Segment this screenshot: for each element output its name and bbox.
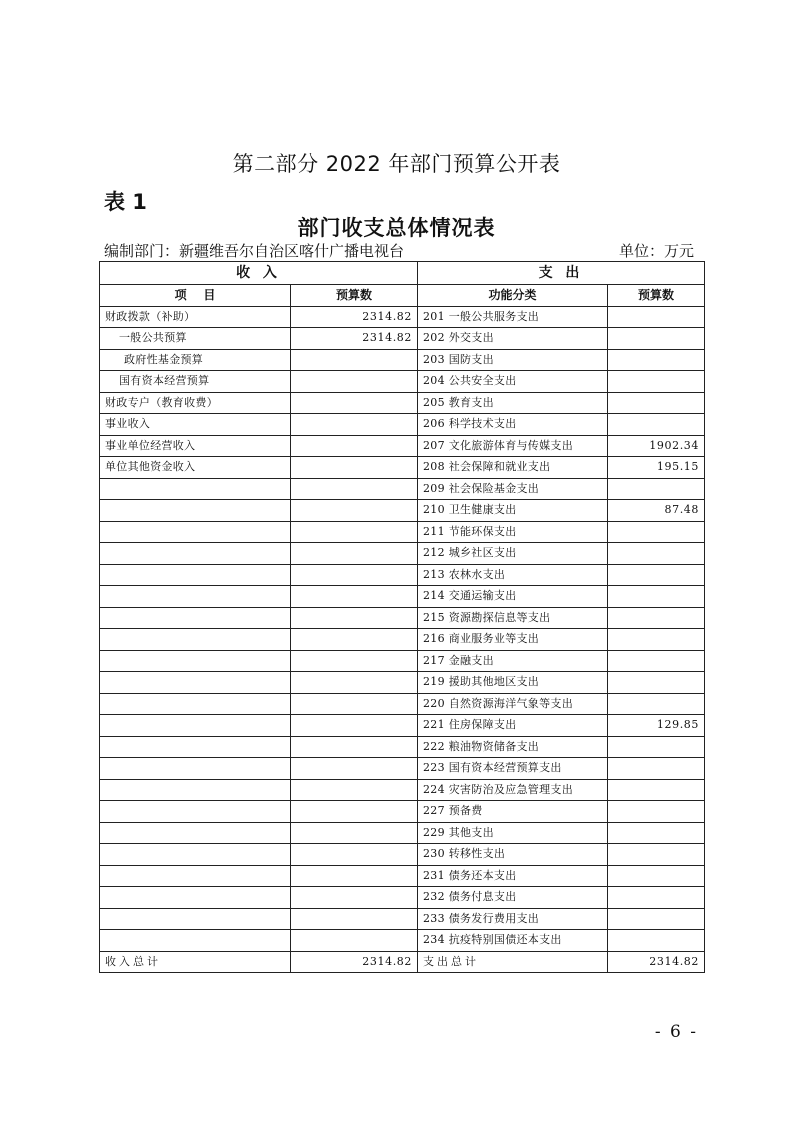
income-item-cell [100,887,291,909]
expense-value-cell [608,736,705,758]
table-row [100,736,705,758]
income-item-cell [100,543,291,565]
income-item-cell [100,650,291,672]
income-value-cell [291,586,418,608]
expense-item-cell: 217 金融支出 [418,650,608,672]
expense-item-cell: 219 援助其他地区支出 [418,672,608,694]
table-row [100,650,705,672]
expense-item-cell: 233 债务发行费用支出 [418,908,608,930]
income-item-cell [100,908,291,930]
expense-item-cell: 232 债务付息支出 [418,887,608,909]
income-item-cell: 财政拨款（补助） [100,306,291,328]
expense-value-cell [608,586,705,608]
table-row [100,543,705,565]
expense-item-cell: 209 社会保险基金支出 [418,478,608,500]
income-value-cell [291,801,418,823]
income-item-cell [100,930,291,952]
expense-item-cell: 229 其他支出 [418,822,608,844]
table-title: 部门收支总体情况表 [297,216,496,240]
income-value-cell [291,414,418,436]
income-value-cell [291,650,418,672]
income-item-cell: 国有资本经营预算 [100,371,291,393]
expense-value-cell [608,650,705,672]
table-row [100,908,705,930]
expense-item-cell: 212 城乡社区支出 [418,543,608,565]
total-expense-label: 支出总计 [418,951,608,973]
expense-item-cell: 206 科学技术支出 [418,414,608,436]
income-value-cell [291,736,418,758]
table-row [100,779,705,801]
table-row [100,586,705,608]
table-number: 表 1 [104,190,147,214]
expense-item-cell: 204 公共安全支出 [418,371,608,393]
income-item-cell [100,586,291,608]
expense-value-cell [608,930,705,952]
expense-value-cell [608,306,705,328]
expense-item-cell: 211 节能环保支出 [418,521,608,543]
expense-item-cell: 220 自然资源海洋气象等支出 [418,693,608,715]
income-item-cell [100,844,291,866]
expense-item-cell: 231 债务还本支出 [418,865,608,887]
table-row [100,457,705,479]
col-budget-header: 预算数 [291,285,418,307]
income-item-cell: 一般公共预算 [100,328,291,350]
expense-value-cell: 1902.34 [608,435,705,457]
expense-item-cell: 230 转移性支出 [418,844,608,866]
expense-item-cell: 213 农林水支出 [418,564,608,586]
expense-value-cell: 129.85 [608,715,705,737]
income-value-cell [291,349,418,371]
table-row [100,629,705,651]
expense-item-cell: 210 卫生健康支出 [418,500,608,522]
income-item-cell: 事业单位经营收入 [100,435,291,457]
income-item-cell [100,521,291,543]
income-value-cell [291,521,418,543]
col-item-header: 项 目 [100,285,291,307]
income-value-cell [291,478,418,500]
income-item-cell [100,564,291,586]
table-row [100,521,705,543]
income-value-cell [291,779,418,801]
income-item-cell [100,758,291,780]
table-row [100,865,705,887]
income-item-cell [100,801,291,823]
table-row [100,478,705,500]
income-item-cell [100,500,291,522]
income-item-cell: 财政专户（教育收费） [100,392,291,414]
table-row [100,500,705,522]
income-value-cell [291,693,418,715]
expense-item-cell: 201 一般公共服务支出 [418,306,608,328]
table-row [100,306,705,328]
income-value-cell [291,758,418,780]
table-row [100,435,705,457]
expense-item-cell: 207 文化旅游体育与传媒支出 [418,435,608,457]
table-row [100,715,705,737]
table-row [100,758,705,780]
total-income-value: 2314.82 [291,951,418,973]
expense-value-cell [608,478,705,500]
total-expense-value: 2314.82 [608,951,705,973]
income-item-cell: 政府性基金预算 [100,349,291,371]
expense-item-cell: 234 抗疫特别国债还本支出 [418,930,608,952]
income-item-cell [100,693,291,715]
income-value-cell [291,371,418,393]
income-item-cell [100,822,291,844]
table-row [100,328,705,350]
expense-value-cell [608,328,705,350]
total-income-label: 收入总计 [100,951,291,973]
income-value-cell [291,607,418,629]
income-value-cell [291,543,418,565]
section-header-row [100,262,705,285]
table-row [100,392,705,414]
column-header-row [100,285,705,307]
department-label: 编制部门：新疆维吾尔自治区喀什广播电视台 [104,242,405,260]
income-value-cell [291,629,418,651]
expense-value-cell [608,693,705,715]
income-item-cell [100,672,291,694]
expense-value-cell [608,672,705,694]
table-row [100,801,705,823]
table-row [100,822,705,844]
income-item-cell [100,607,291,629]
table-row [100,930,705,952]
expense-item-cell: 203 国防支出 [418,349,608,371]
expense-value-cell [608,564,705,586]
expense-item-cell: 214 交通运输支出 [418,586,608,608]
expense-value-cell [608,349,705,371]
total-row [100,951,705,973]
table-row [100,564,705,586]
expense-value-cell [608,371,705,393]
expense-item-cell: 224 灾害防治及应急管理支出 [418,779,608,801]
col-budget2-header: 预算数 [608,285,705,307]
unit-label: 单位：万元 [618,242,694,260]
income-value-cell [291,435,418,457]
expense-value-cell [608,607,705,629]
budget-table [99,261,705,973]
income-item-cell: 单位其他资金收入 [100,457,291,479]
expense-item-cell: 227 预备费 [418,801,608,823]
expense-item-cell: 223 国有资本经营预算支出 [418,758,608,780]
expense-item-cell: 215 资源勘探信息等支出 [418,607,608,629]
income-item-cell [100,629,291,651]
income-item-cell [100,478,291,500]
expense-value-cell [608,801,705,823]
expense-item-cell: 202 外交支出 [418,328,608,350]
expense-value-cell [608,822,705,844]
income-item-cell [100,779,291,801]
table-row [100,844,705,866]
table-row [100,672,705,694]
table-row [100,887,705,909]
page-number: - 6 - [654,1022,698,1042]
table-row [100,607,705,629]
expense-value-cell [608,779,705,801]
income-value-cell: 2314.82 [291,306,418,328]
income-item-cell [100,865,291,887]
expense-value-cell: 195.15 [608,457,705,479]
expense-value-cell [608,865,705,887]
expense-value-cell [608,392,705,414]
col-func-header: 功能分类 [418,285,608,307]
expense-value-cell [608,629,705,651]
expense-value-cell [608,543,705,565]
expense-item-cell: 221 住房保障支出 [418,715,608,737]
table-meta [104,240,694,261]
income-value-cell [291,457,418,479]
expense-value-cell [608,844,705,866]
table-row [100,371,705,393]
expense-header: 支 出 [418,262,705,285]
income-value-cell [291,715,418,737]
income-value-cell [291,500,418,522]
income-value-cell: 2314.82 [291,328,418,350]
expense-item-cell: 208 社会保障和就业支出 [418,457,608,479]
income-header: 收 入 [100,262,418,285]
expense-item-cell: 216 商业服务业等支出 [418,629,608,651]
income-value-cell [291,392,418,414]
expense-value-cell: 87.48 [608,500,705,522]
income-value-cell [291,887,418,909]
income-value-cell [291,564,418,586]
expense-value-cell [608,414,705,436]
table-row [100,414,705,436]
expense-value-cell [608,908,705,930]
table-row [100,693,705,715]
income-value-cell [291,672,418,694]
income-item-cell [100,736,291,758]
expense-item-cell: 205 教育支出 [418,392,608,414]
expense-value-cell [608,521,705,543]
table-row [100,349,705,371]
income-value-cell [291,930,418,952]
income-value-cell [291,844,418,866]
income-value-cell [291,865,418,887]
income-item-cell: 事业收入 [100,414,291,436]
expense-value-cell [608,758,705,780]
expense-value-cell [608,887,705,909]
income-value-cell [291,822,418,844]
income-value-cell [291,908,418,930]
expense-item-cell: 222 粮油物资储备支出 [418,736,608,758]
income-item-cell [100,715,291,737]
page-heading: 第二部分 2022 年部门预算公开表 [232,152,561,176]
